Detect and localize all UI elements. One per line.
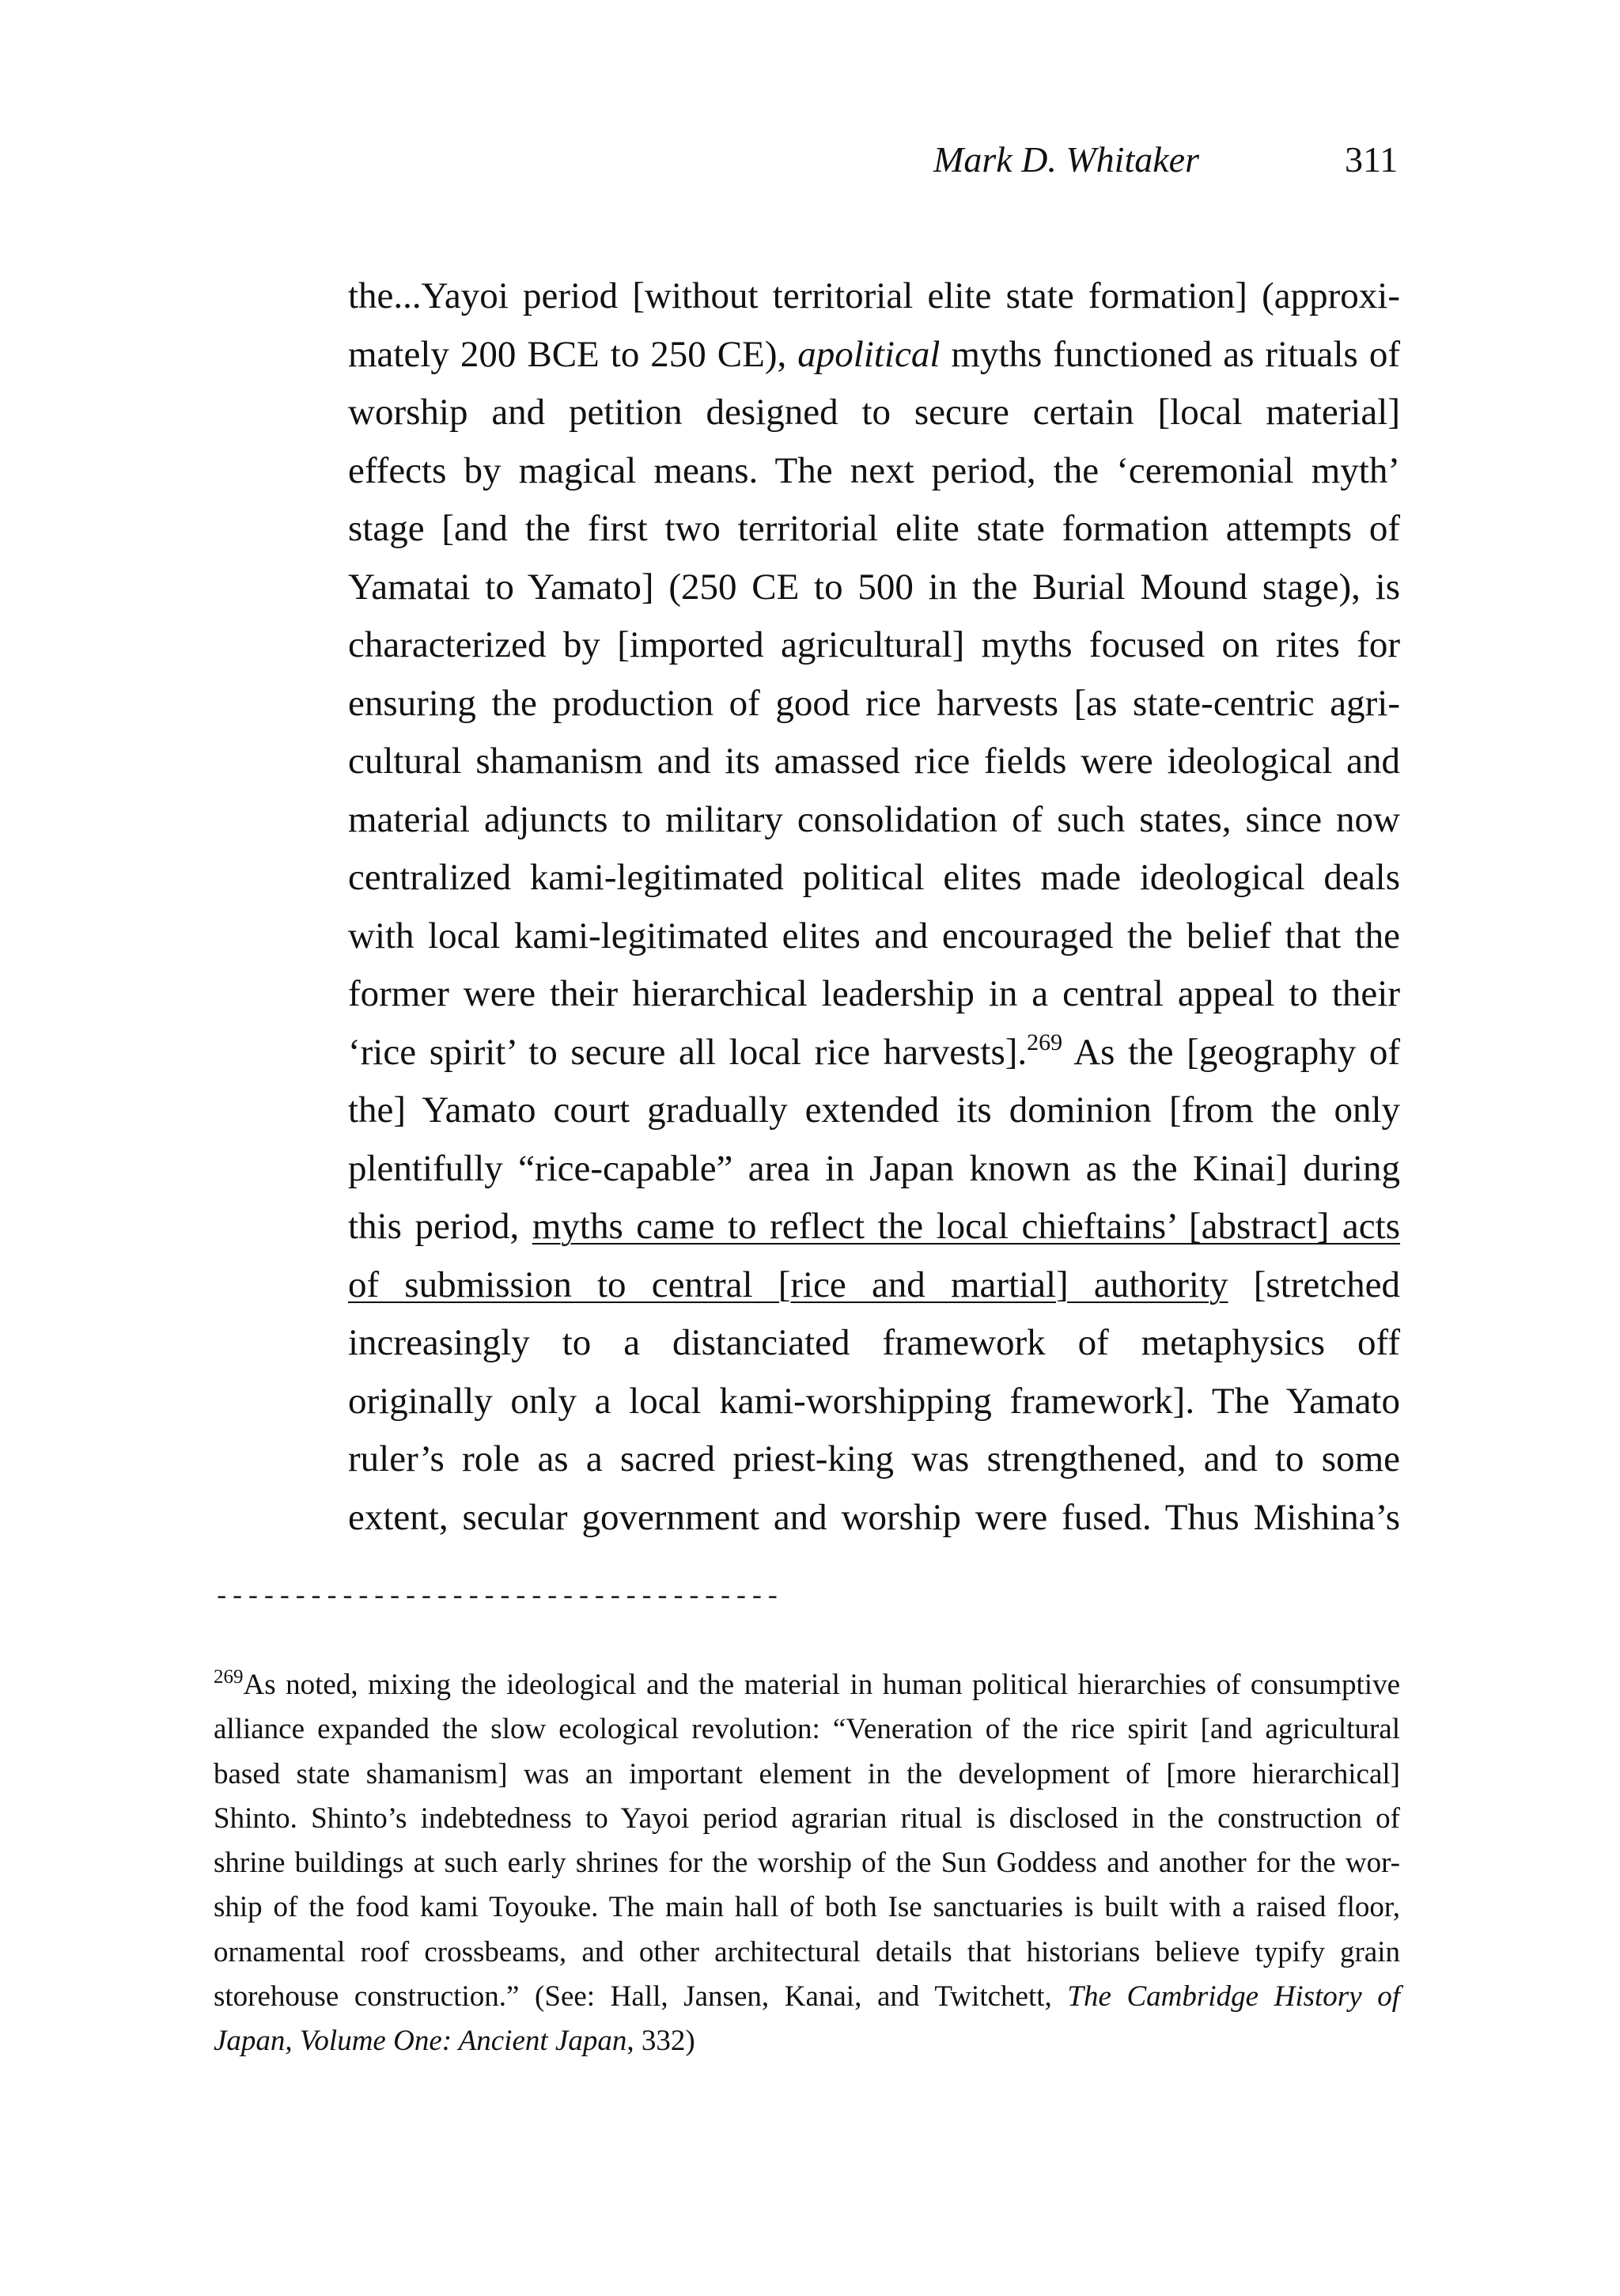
quote-line: mately 200 BCE to 250 CE), apolitical myths functioned as rituals of: [348, 333, 1400, 375]
quote-line: ‘rice spirit’ to secure all local rice harvests].$^{269}$ As the [geography of: [348, 1029, 1401, 1073]
page-number: 311: [1345, 139, 1399, 180]
quote-line: the...Yayoi period [without territorial elite state formation] (approxi-: [348, 275, 1400, 316]
quote-line: material adjuncts to military consolidation of such states, since now: [348, 798, 1400, 840]
quote-line: of submission to central [rice and martial] authority [stretched: [348, 1264, 1400, 1305]
footnote-line: based state shamanism] was an important element in the development of [more hierarchical]: [214, 1757, 1400, 1790]
footnote-line: Shinto. Shinto’s indebtedness to Yayoi period agrarian ritual is disclosed in the construction of: [214, 1802, 1400, 1835]
citation-title: The Cambridge History of: [1067, 1980, 1401, 2014]
quote-line: this period, myths came to reflect the local chieftains’ [abstract] acts: [348, 1206, 1400, 1247]
quote-line: plentifully “rice-capable” area in Japan known as the Kinai] during: [348, 1147, 1400, 1189]
footnote-line: alliance expanded the slow ecological revolution: “Veneration of the rice spirit [and agricultural: [214, 1713, 1400, 1746]
footnote-line: shrine buildings at such early shrines for the worship of the Sun Goddess and another for the wor-: [214, 1847, 1400, 1880]
quote-line: ensuring the production of good rice harvests [as state-centric agri-: [348, 682, 1400, 724]
footnote-line: Japan, Volume One: Ancient Japan, 332): [214, 2025, 695, 2058]
footnote-line: storehouse construction.” (See: Hall, Jansen, Kanai, and Twitchett, The Cambridge History of: [214, 1980, 1401, 2014]
quote-line: cultural shamanism and its amassed rice fields were ideological and: [348, 741, 1400, 782]
quote-line: with local kami-legitimated elites and encouraged the belief that the: [348, 915, 1400, 957]
quote-line: stage [and the first two territorial elite state formation attempts of: [348, 508, 1400, 549]
quote-line: originally only a local kami-worshipping framework]. The Yamato: [348, 1380, 1400, 1422]
footnote-line: ornamental roof crossbeams, and other architectural details that historians believe typify grain: [214, 1935, 1400, 1968]
footnote: [214, 1663, 1400, 2064]
footnote-reference[interactable]: 269: [1027, 1029, 1063, 1055]
quote-line: worship and petition designed to secure certain [local material]: [348, 392, 1400, 433]
quote-line: ruler’s role as a sacred priest-king was strengthened, and to some: [348, 1438, 1400, 1480]
underlined-passage: myths came to reflect the local chieftains’ [abstract] acts: [532, 1206, 1400, 1247]
footnote-line: $^{269}$As noted, mixing the ideological and the material in human political hierarchies of consumptive: [214, 1666, 1400, 1701]
citation-title: Japan, Volume One: Ancient Japan: [214, 2025, 627, 2058]
block-quote: [348, 267, 1400, 1547]
emphasis-apolitical: apolitical: [797, 333, 941, 375]
footnote-number: 269: [214, 1666, 244, 1688]
quote-line: centralized kami-legitimated political elites made ideological deals: [348, 857, 1400, 898]
quote-line: the] Yamato court gradually extended its dominion [from the only: [348, 1089, 1400, 1131]
quote-line: extent, secular government and worship were fused. Thus Mishina’s: [348, 1496, 1400, 1538]
footnote-line: ship of the food kami Toyouke. The main hall of both Ise sanctuaries is built with a raised floor,: [214, 1891, 1400, 1924]
running-header: [0, 136, 1620, 184]
quote-line: effects by magical means. The next period, the ‘ceremonial myth’: [348, 449, 1400, 491]
running-head-author: Mark D. Whitaker: [933, 139, 1199, 180]
underlined-passage: of submission to central [rice and martial] authority: [348, 1264, 1228, 1305]
footnote-separator: ------------------------------------: [214, 1583, 781, 1613]
quote-line: increasingly to a distanciated framework of metaphysics off: [348, 1322, 1400, 1363]
quote-line: former were their hierarchical leadership in a central appeal to their: [348, 973, 1400, 1014]
quote-line: characterized by [imported agricultural] myths focused on rites for: [348, 624, 1400, 665]
quote-line: Yamatai to Yamato] (250 CE to 500 in the Burial Mound stage), is: [348, 566, 1400, 608]
